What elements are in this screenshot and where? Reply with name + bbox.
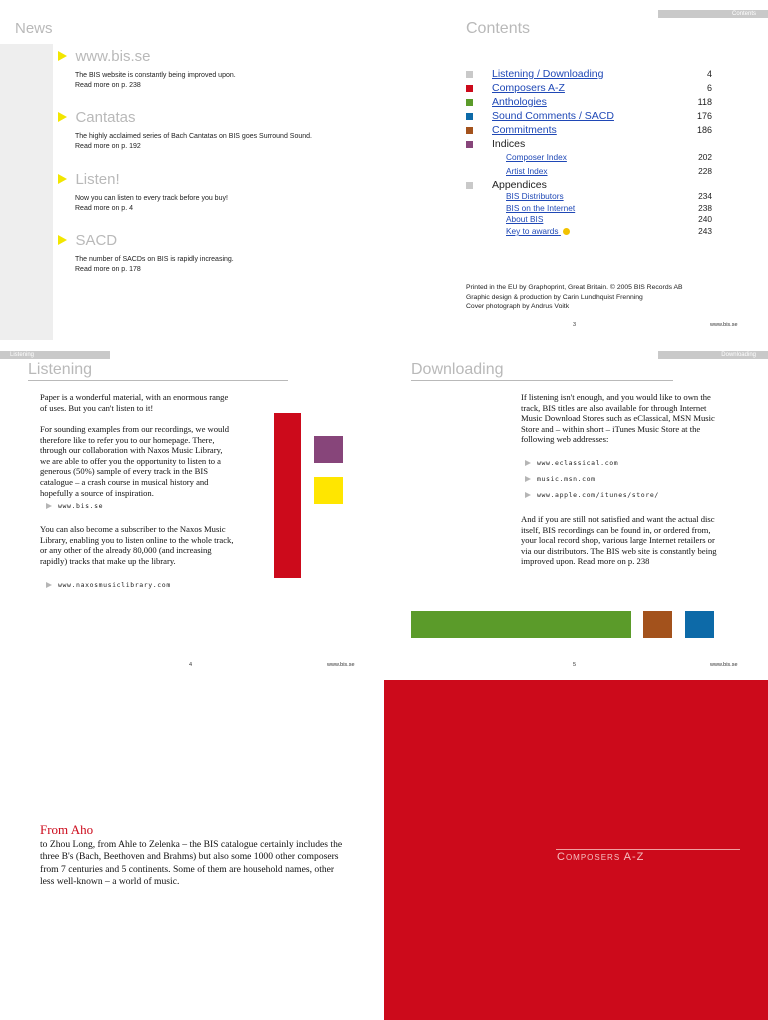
blue-square: [685, 611, 714, 638]
news-item: [58, 171, 358, 214]
download-link[interactable]: [525, 459, 618, 467]
toc-link[interactable]: Sound Comments / SACD: [492, 110, 614, 122]
toc-page: 238: [698, 203, 712, 213]
arrow-icon: [58, 51, 67, 61]
downloading-para: If listening isn't enough, and you would like to own the track, BIS titles are also available for through Internet Music Download Stores such as eClassical, MSN Music Store and – within short – iTunes Music Store at the following web addresses:: [521, 392, 715, 445]
news-more: Read more on p. 192: [75, 143, 141, 150]
page-title: News: [15, 20, 53, 37]
toc-link-awards[interactable]: [506, 226, 570, 237]
section-tab: [658, 10, 768, 18]
section-color-square: [466, 85, 473, 92]
footer-site: www.bis.se: [710, 662, 738, 668]
section-color-square: [466, 182, 473, 189]
section-color-square: [466, 141, 473, 148]
toc-row[interactable]: [466, 67, 712, 81]
page-number: 3: [573, 322, 577, 328]
listening-link[interactable]: [46, 502, 103, 510]
listening-para: For sounding examples from our recordings, we would therefore like to refer you to our homepage. There, through our collaboration with Naxos Music Library, we are able to offer you the opportunity to listen to a generous (50%) sample of every track in the BIS catalogue – a crash course in musical history and hopefully a source of inspiration.: [40, 424, 230, 498]
arrow-icon: [525, 460, 531, 466]
arrow-icon: [58, 112, 67, 122]
toc-page: 118: [697, 97, 712, 107]
news-text: The BIS website is constantly being improved upon.: [75, 72, 236, 79]
brown-square: [643, 611, 672, 638]
toc-row[interactable]: [466, 81, 712, 95]
footer-site: www.bis.se: [710, 322, 738, 328]
news-heading: www.bis.se: [75, 48, 151, 65]
toc-row[interactable]: [466, 123, 712, 137]
news-more: Read more on p. 238: [75, 82, 141, 89]
arrow-icon: [58, 174, 67, 184]
credit-line: Graphic design & production by Carin Lundhquist Frenning: [466, 294, 643, 301]
toc-link-composer-index[interactable]: Composer Index: [506, 152, 567, 162]
toc-link-artist-index[interactable]: Artist Index: [506, 166, 548, 176]
section-color-square: [466, 127, 473, 134]
arrow-icon: [58, 235, 67, 245]
toc-page: 202: [698, 152, 712, 162]
section-tab-label: Downloading: [721, 352, 756, 358]
downloading-para: And if you are still not satisfied and want the actual disc itself, BIS recordings can be found in, or ordered from, your local record shop, various large Internet retailers or via our distributors. The BIS web site is constantly being improved upon. Read more on p. 238: [521, 514, 717, 567]
credit-line: Printed in the EU by Graphoprint, Great Britain. © 2005 BIS Records AB: [466, 284, 683, 291]
listening-link-text: www.naxosmusiclibrary.com: [58, 581, 171, 589]
news-more: Read more on p. 178: [75, 266, 141, 273]
arrow-icon: [46, 582, 52, 588]
arrow-icon: [525, 476, 531, 482]
composers-cover: [384, 680, 768, 1020]
toc-link-distributors[interactable]: BIS Distributors: [506, 191, 564, 201]
section-tab: [0, 351, 110, 359]
page-number: 5: [573, 662, 577, 668]
toc-heading-indices: Indices: [492, 138, 526, 150]
toc-link[interactable]: Anthologies: [492, 96, 547, 108]
listening-para: Paper is a wonderful material, with an enormous range of uses. But you can't listen to it!: [40, 392, 229, 413]
download-link-text: www.apple.com/itunes/store/: [537, 491, 659, 499]
news-item: [58, 232, 358, 275]
downloading-title: Downloading: [411, 361, 504, 378]
news-heading: SACD: [75, 232, 118, 249]
listening-title: Listening: [28, 361, 93, 378]
section-tab: [658, 351, 768, 359]
toc-link[interactable]: Composers A-Z: [492, 82, 565, 94]
toc-page: 243: [698, 226, 712, 236]
section-tab-label: Contents: [731, 11, 756, 17]
award-icon: [563, 228, 570, 235]
green-bar: [411, 611, 631, 638]
toc-link[interactable]: Listening / Downloading: [492, 68, 604, 80]
toc-row[interactable]: [466, 109, 712, 123]
section-color-square: [466, 99, 473, 106]
news-item: [58, 109, 358, 152]
red-bar: [274, 413, 301, 578]
cover-rule: [556, 849, 740, 850]
news-heading: Listen!: [75, 171, 120, 188]
news-item: [58, 48, 358, 91]
toc-page: 234: [698, 191, 712, 201]
page-news: [0, 0, 384, 340]
from-aho-heading: From Aho: [40, 822, 94, 837]
contents-title: Contents: [466, 20, 531, 37]
download-link[interactable]: [525, 491, 659, 499]
toc-row[interactable]: [466, 95, 712, 109]
toc-page: 6: [706, 83, 712, 93]
toc-link-about[interactable]: About BIS: [506, 214, 544, 224]
toc-heading-appendices: Appendices: [492, 179, 547, 191]
listening-link[interactable]: [46, 581, 171, 589]
cover-title: Composers A-Z: [557, 851, 645, 863]
toc-page: 4: [706, 69, 712, 79]
title-rule: [411, 380, 673, 381]
news-more: Read more on p. 4: [75, 205, 133, 212]
section-tab-label: Listening: [10, 352, 35, 358]
toc-page: 228: [698, 166, 712, 176]
toc-page: 186: [696, 125, 712, 135]
toc-link[interactable]: Commitments: [492, 124, 557, 136]
news-text: Now you can listen to every track before you buy!: [75, 195, 228, 202]
toc-link-internet[interactable]: BIS on the Internet: [506, 203, 576, 213]
purple-square: [314, 436, 343, 463]
arrow-icon: [525, 492, 531, 498]
section-color-square: [466, 113, 473, 120]
news-heading: Cantatas: [75, 109, 136, 126]
page-number: 4: [189, 662, 193, 668]
footer-site: www.bis.se: [327, 662, 355, 668]
yellow-square: [314, 477, 343, 504]
toc-row: [466, 137, 712, 151]
toc-page: 176: [696, 111, 712, 121]
toc-page: 240: [698, 214, 712, 224]
news-text: The number of SACDs on BIS is rapidly increasing.: [75, 256, 234, 263]
news-sidebar-band: [0, 44, 53, 340]
section-color-square: [466, 71, 473, 78]
download-link-text: www.eclassical.com: [537, 459, 619, 467]
download-link[interactable]: [525, 475, 596, 483]
listening-para: You can also become a subscriber to the Naxos Music Library, enabling you to listen online to the whole track, or any other of the already 80,000 (and increasing rapidly) tracks that make up the library.: [40, 524, 234, 566]
title-rule: [28, 380, 288, 381]
toc-link-awards-label: Key to awards: [506, 226, 559, 236]
credit-line: Cover photograph by Andrus Voitk: [466, 303, 570, 310]
arrow-icon: [46, 503, 52, 509]
toc-row: [466, 178, 712, 192]
listening-link-text: www.bis.se: [58, 502, 104, 510]
from-aho-text: to Zhou Long, from Ahle to Zelenka – the BIS catalogue certainly includes the three B's (Bach, Beethoven and Brahms) but also some 1000 other composers from 7 centuries and 5 continents. Some of them are household names, other less well-known – a world of music.: [40, 839, 343, 888]
news-text: The highly acclaimed series of Bach Cantatas on BIS goes Surround Sound.: [75, 133, 312, 140]
download-link-text: music.msn.com: [537, 475, 596, 483]
